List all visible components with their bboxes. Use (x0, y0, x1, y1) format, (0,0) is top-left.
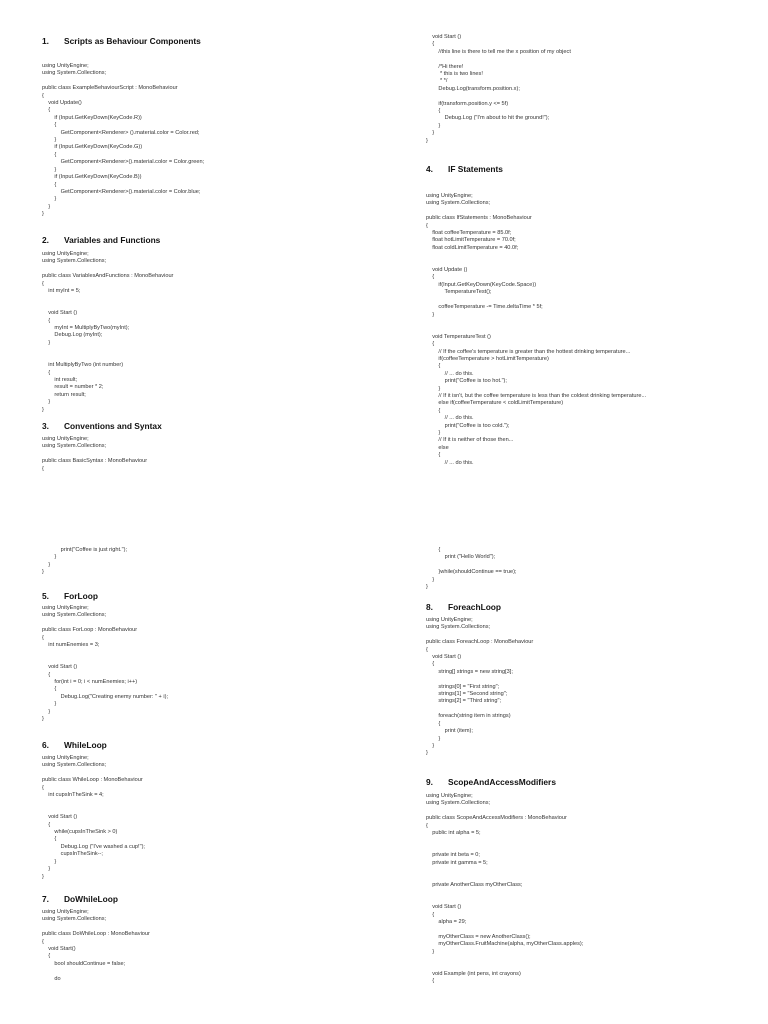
heading-whileloop (42, 740, 107, 750)
code-block-dowhile-continued: { print ("Hello World"); }while(shouldContinue == true); } } (426, 547, 517, 591)
code-block-forloop: using UnityEngine; using System.Collections; public class ForLoop : MonoBehaviour { int numEnemies = 3; void Start () { for(int i = 0; i < numEnemies; i++) { Debug.Log("Creating enemy number: " + i); } } } (42, 605, 169, 723)
section-title: WhileLoop (64, 740, 107, 750)
code-block-scope: using UnityEngine; using System.Collections; public class ScopeAndAccessModifiers : MonoBehaviour { public int alpha = 5; private int beta = 0; private int gamma = 5; private AnotherClass myOtherClass; void Start () { alpha = 29; myOtherClass = new AnotherClass(); myOtherClass.FruitMachine(alpha, myOtherClass.apples); } void Example (int pens, int crayons) { (426, 793, 584, 985)
heading-foreachloop (426, 602, 501, 612)
section-title: Conventions and Syntax (64, 421, 162, 431)
section-number: 2. (42, 235, 49, 245)
heading-variables-and-functions (42, 235, 160, 245)
section-number: 3. (42, 421, 49, 431)
section-number: 1. (42, 36, 49, 46)
heading-conventions-and-syntax (42, 421, 162, 431)
section-title: Scripts as Behaviour Components (64, 36, 201, 46)
section-title: IF Statements (448, 164, 503, 174)
section-title: DoWhileLoop (64, 894, 118, 904)
section-title: ForeachLoop (448, 602, 502, 612)
code-block-if-continued: print("Coffee is just right."); } } } (42, 547, 128, 576)
section-number: 6. (42, 740, 49, 750)
code-block-conventions-continued: void Start () { //this line is there to tell me the x position of my object /*Hi there! * this is two lines! * */ Debug.Log(transform.position.x); if(transform.position.y <= 5f) { Debug.Log ("I'm about to hit the ground!"); } } } (426, 34, 571, 144)
section-title: ForLoop (64, 591, 98, 601)
section-number: 4. (426, 164, 433, 174)
heading-scripts-as-behaviour-components (42, 36, 201, 46)
section-number: 7. (42, 894, 49, 904)
heading-scope-and-access-modifiers (426, 777, 556, 787)
heading-dowhileloop (42, 894, 118, 904)
code-block-if-statements: using UnityEngine; using System.Collections; public class IfStatements : MonoBehaviour { float coffeeTemperature = 85.0f; float hotLimitTemperature = 70.0f; float coldLimitTemperature = 40.0f; void Update () { if(Input.GetKeyDown(KeyCode.Space)) TemperatureTest(); coffeeTemperature -= Time.deltaTime * 5f; } void TemperatureTest () { // If the coffee's temperature is greater than the hottest drinking temperature... if(coffeeTemperature > hotLimitTemperature) { // ... do this. print("Coffee is too hot."); } // If it isn't, but the coffee temperature is less than the coldest drinking temperature... else if(coffeeTemperature < coldLimitTemperature) { // ... do this. print("Coffee is too cold."); } // If it is neither of those then... else { // ... do this. (426, 193, 647, 466)
code-block-scripts: using UnityEngine; using System.Collections; public class ExampleBehaviourScript : MonoBehaviour { void Update() { if (Input.GetKeyDown(KeyCode.R)) { GetComponent<Renderer> ().material.color = Color.red; } if (Input.GetKeyDown(KeyCode.G)) { GetComponent<Renderer>().material.color = Color.green; } if (Input.GetKeyDown(KeyCode.B)) { GetComponent<Renderer>().material.color = Color.blue; } } } (42, 63, 205, 218)
section-number: 5. (42, 591, 49, 601)
code-block-dowhileloop: using UnityEngine; using System.Collections; public class DoWhileLoop : MonoBehaviour { void Start() { bool shouldContinue = false; do (42, 909, 150, 982)
section-title: Variables and Functions (64, 235, 161, 245)
heading-if-statements (426, 164, 503, 174)
code-block-foreachloop: using UnityEngine; using System.Collections; public class ForeachLoop : MonoBehaviour { void Start () { string[] strings = new string[3]; strings[0] = "First string"; strings[1] = "Second string"; strings[2] = "Third string"; foreach(string item in strings) { print (item); } } } (426, 617, 534, 757)
section-number: 9. (426, 777, 433, 787)
section-number: 8. (426, 602, 433, 612)
code-block-conventions: using UnityEngine; using System.Collections; public class BasicSyntax : MonoBehaviour { (42, 436, 148, 472)
code-block-variables: using UnityEngine; using System.Collections; public class VariablesAndFunctions : MonoBehaviour { int myInt = 5; void Start () { myInt = MultiplyByTwo(myInt); Debug.Log (myInt); } int MultiplyByTwo (int number) { int result; result = number * 2; return result; } } (42, 251, 174, 413)
heading-forloop (42, 591, 98, 601)
code-block-whileloop: using UnityEngine; using System.Collections; public class WhileLoop : MonoBehaviour { int cupsInTheSink = 4; void Start () { while(cupsInTheSink > 0) { Debug.Log ("I've washed a cup!"); cupsInTheSink--; } } } (42, 755, 145, 880)
section-title: ScopeAndAccessModifiers (448, 777, 556, 787)
